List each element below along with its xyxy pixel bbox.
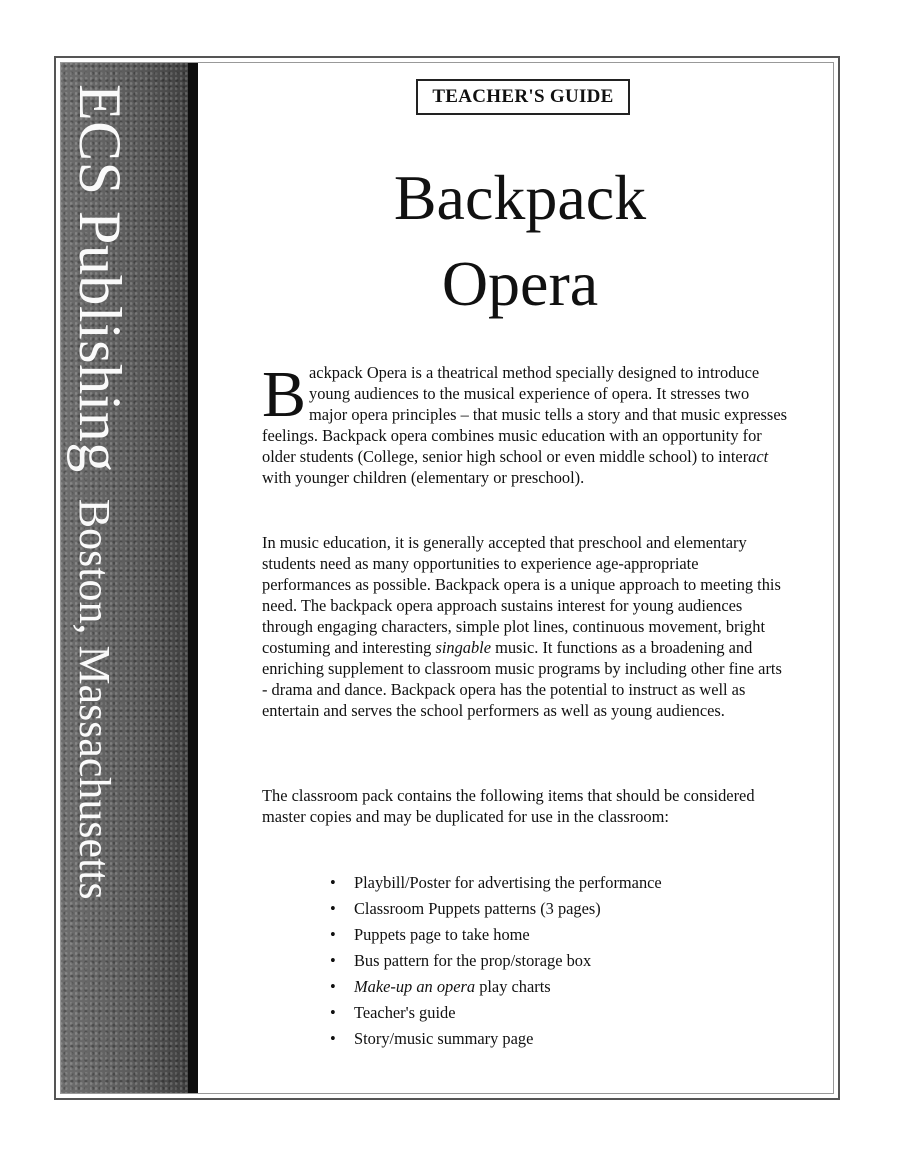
list-item [330,896,662,922]
list-item-text: Story/music summary page [354,1029,534,1048]
intro-text-2: with younger children (elementary or preschool). [262,468,585,487]
list-item [330,1026,662,1052]
list-item-text: Teacher's guide [354,1003,456,1022]
bullet: • [330,977,336,996]
list-item-text: play charts [479,977,551,996]
list-item-text: Puppets page to take home [354,925,530,944]
bullet: • [330,899,336,918]
sidebar-text [67,84,133,900]
list-item-text: Bus pattern for the prop/storage box [354,951,592,970]
drop-cap: B [262,358,307,431]
publisher-location: Boston, Massachusetts [70,498,119,900]
list-item [330,870,662,896]
classroom-pack-list [330,870,662,1052]
music-education-paragraph [262,532,788,721]
title-line-1: Backpack [393,162,647,233]
para2-text-1: In music education, it is generally accepted that preschool and elementary students need as many opportunities to experience age-appropriate performances as possible. Backpack opera is a unique approach to meeting this need. The backpack opera approach sustains interest for young audiences through engaging characters, simple plot lines, continuous movement, bright costuming and interesting [262,533,781,657]
list-item [330,1000,662,1026]
bullet: • [330,1003,336,1022]
intro-italic: act [748,447,769,466]
publisher-sidebar [60,62,198,1094]
publisher-name: ECS Publishing [67,84,133,473]
teachers-guide-badge: TEACHER'S GUIDE [416,79,630,115]
title-line-2: Opera [441,248,599,319]
classroom-pack-paragraph: The classroom pack contains the following items that should be considered master copies and may be duplicated for use in the classroom: [262,786,755,826]
list-item [330,922,662,948]
bullet: • [330,873,336,892]
intro-paragraph [262,358,788,488]
list-item [330,974,662,1000]
para2-italic: singable [435,638,491,657]
intro-text-1: ackpack Opera is a theatrical method specially designed to introduce young audiences to the musical experience of opera. It stresses two major opera principles – that music tells a story and that music expresses feelings. Backpack opera combines music education with an opportunity for older students (College, senior high school or even middle school) to inter [262,363,787,466]
list-item-text: Playbill/Poster for advertising the performance [354,873,662,892]
sidebar-edge [188,62,198,1094]
para2-text-2: music. It functions as a broadening and enriching supplement to classroom music programs by including other fine arts - drama and dance. Backpack opera has the potential to instruct as well as entertain and serves the school performers as well as young audiences. [262,638,782,720]
list-item-text: Classroom Puppets patterns (3 pages) [354,899,601,918]
list-item [330,948,662,974]
bullet: • [330,1029,336,1048]
list-item-italic: Make-up an opera [354,977,476,996]
bullet: • [330,951,336,970]
bullet: • [330,925,336,944]
